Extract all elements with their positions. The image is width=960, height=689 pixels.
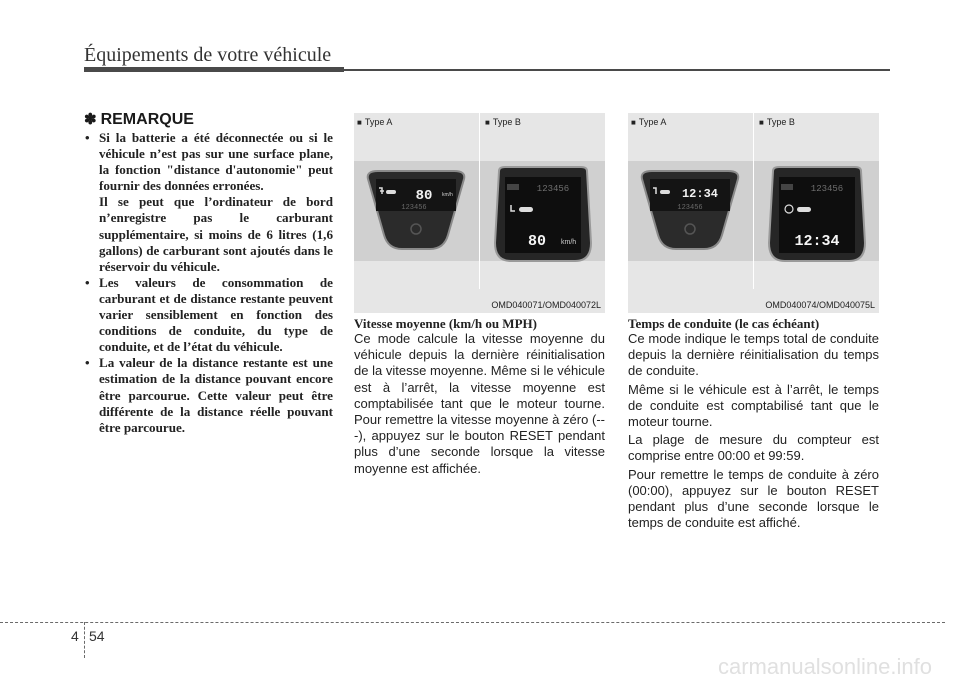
header-bar — [84, 67, 344, 72]
square-bullet-icon: ■ — [759, 118, 764, 127]
display-value: 12:34 — [794, 233, 840, 250]
cluster-display-type-b — [491, 165, 595, 265]
figure-label-type-b — [759, 117, 795, 127]
note-item — [84, 355, 333, 435]
note-item-continuation: Il se peut que l’ordinateur de bord n’enregistre pas le carburant supplémentaire, si moins de 6 litres (1,6 gallons) de carburant sont ajoutés dans le réservoir du véhicule. — [99, 194, 333, 274]
note-item-text: La valeur de la distance restante est une estimation de la distance pouvant encore être parcourue. Cette valeur peut être différente de la distance réelle pouvant être parcourue. — [99, 355, 333, 435]
display-value: 80 — [415, 188, 433, 204]
car-icon — [386, 190, 396, 194]
paragraph: Ce mode indique le temps total de conduite depuis la dernière réinitialisation du temps de conduite. — [628, 331, 879, 379]
figure-divider — [479, 113, 480, 289]
figure-label-type-b — [485, 117, 521, 127]
note-item — [84, 275, 333, 355]
figure-label-text: Type B — [492, 117, 521, 127]
figure-driving-time — [628, 113, 879, 313]
note-heading-text: REMARQUE — [100, 111, 194, 128]
note-star-icon: ✽ — [84, 111, 97, 128]
figure-code: OMD040074/OMD040075L — [765, 300, 875, 310]
footer-separator — [84, 622, 85, 658]
figure-divider — [753, 113, 754, 289]
figure-label-text: Type A — [364, 117, 393, 127]
square-bullet-icon: ■ — [631, 118, 636, 127]
display-odometer: 123456 — [536, 184, 570, 194]
page-number: 54 — [89, 628, 105, 644]
note-item-text: Les valeurs de consommation de carburant et de distance restante peuvent varier sensiblement en fonction des conditions de conduite, du type de conduite, et de l’état du véhicule. — [99, 274, 333, 355]
chapter-number: 4 — [71, 628, 79, 644]
section-body-average-speed: Ce mode calcule la vitesse moyenne du véhicule depuis la dernière réinitialisation de la vitesse moyenne. Même si le véhicule est à l’arrêt, la vitesse moyenne est comptabilisée tant que le moteur tourne. Pour remettre la vitesse moyenne à zéro (---), appuyez sur le bouton RESET pendant plus d’une seconde lorsque la vitesse moyenne est affichée. — [354, 331, 605, 476]
cluster-display-type-b — [765, 165, 869, 265]
paragraph: Même si le véhicule est à l’arrêt, le temps de conduite est comptabilisé tant que le moteur tourne. — [628, 381, 879, 430]
display-odometer: 123456 — [677, 204, 703, 212]
section-title-average-speed: Vitesse moyenne (km/h ou MPH) — [354, 316, 537, 331]
display-unit: km/h — [561, 239, 577, 246]
square-bullet-icon: ■ — [357, 118, 362, 127]
note-list — [84, 130, 333, 436]
note-item — [84, 130, 333, 275]
figure-label-text: Type B — [766, 117, 795, 127]
footer-rule — [0, 622, 945, 623]
figure-label-type-a — [357, 117, 392, 127]
header-rule — [344, 69, 890, 71]
note-item-text: Si la batterie a été déconnectée ou si le véhicule n’est pas sur une surface plane, la fonction "distance d'autonomie" peut fournir des données erronées. — [99, 130, 333, 194]
cluster-display-type-a — [364, 169, 468, 251]
square-bullet-icon: ■ — [485, 118, 490, 127]
car-icon — [660, 190, 670, 194]
paragraph: Pour remettre le temps de conduite à zéro (00:00), appuyez sur le bouton RESET pendant plus d’une seconde lorsque le temps de conduite est affiché. — [628, 466, 879, 531]
display-odometer: 123456 — [401, 204, 427, 212]
cluster-display-type-a — [638, 169, 742, 251]
display-unit: km/h — [442, 192, 453, 198]
figure-label-text: Type A — [638, 117, 667, 127]
paragraph: La plage de mesure du compteur est comprise entre 00:00 et 99:59. — [628, 432, 879, 464]
display-value: 12:34 — [681, 187, 719, 201]
display-value: 80 — [527, 233, 547, 250]
figure-label-type-a — [631, 117, 666, 127]
figure-average-speed — [354, 113, 605, 313]
section-body-driving-time — [628, 331, 879, 533]
display-odometer: 123456 — [810, 184, 844, 194]
page-header-title: Équipements de votre véhicule — [84, 44, 332, 66]
car-icon — [797, 207, 811, 212]
watermark: carmanualsonline.info — [717, 654, 932, 679]
figure-code: OMD040071/OMD040072L — [491, 300, 601, 310]
section-title-driving-time: Temps de conduite (le cas échéant) — [628, 316, 820, 331]
note-heading — [84, 110, 194, 129]
car-icon — [519, 207, 533, 212]
